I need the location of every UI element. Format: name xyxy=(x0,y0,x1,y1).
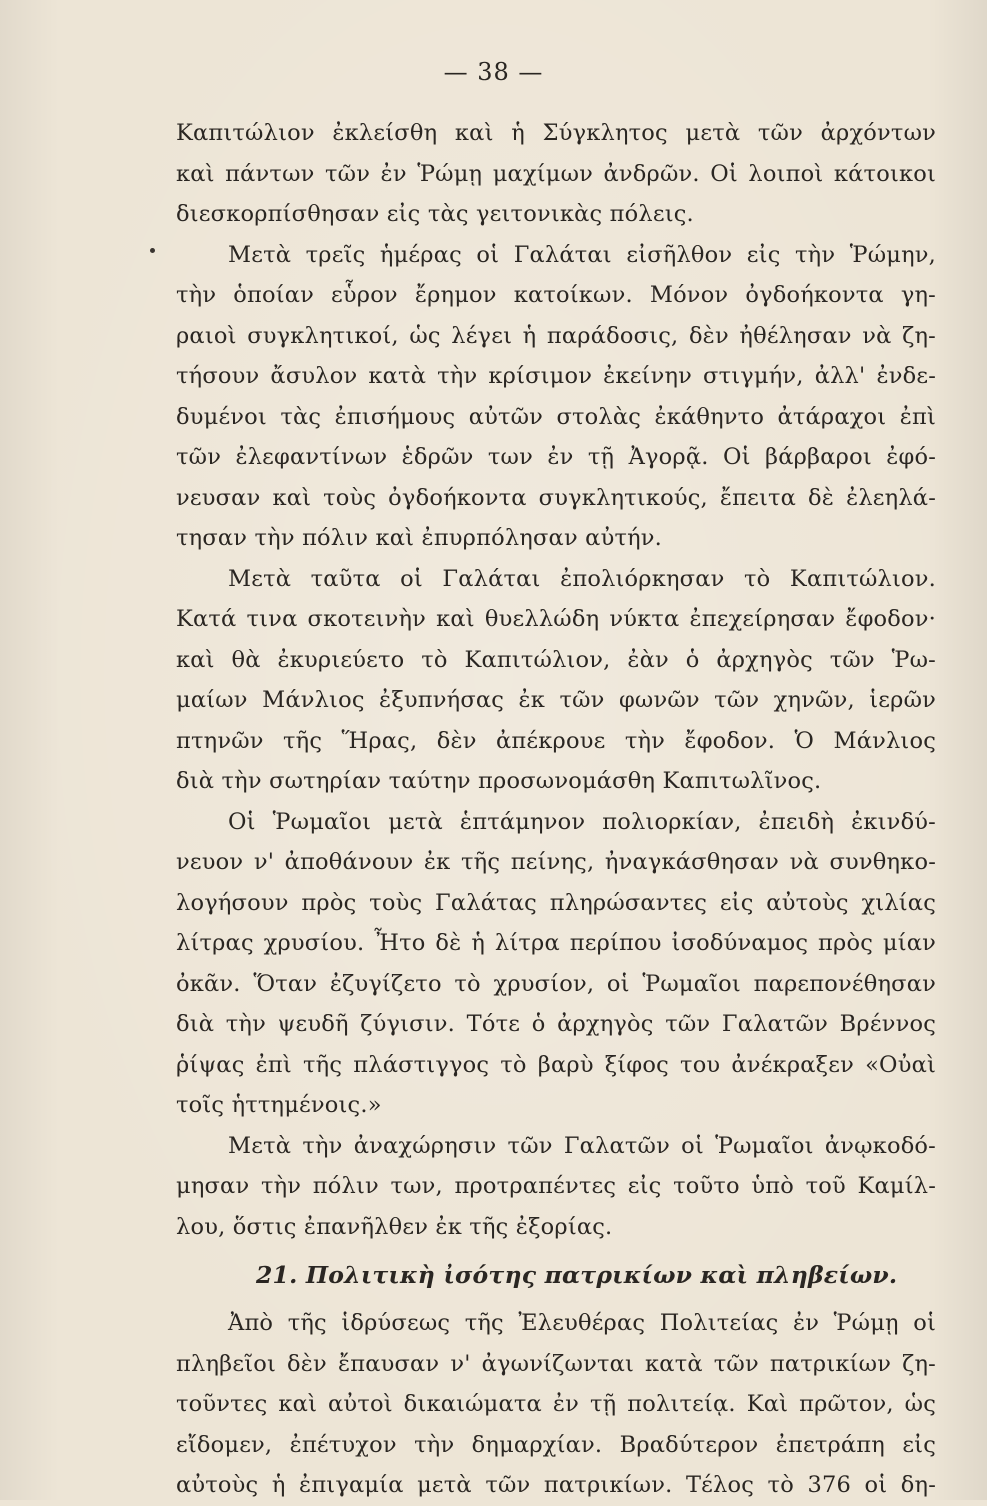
text-line: ραιοὶ συγκλητικοί, ὡς λέγει ἡ παράδοσις, δὲν ἠθέλησαν νὰ ζη- xyxy=(176,322,936,349)
text-line: ὀκᾶν. Ὅταν ἐζυγίζετο τὸ χρυσίον, οἱ Ῥωμαῖοι παρεπονέθησαν xyxy=(176,970,936,997)
text-line: τοῖς ἡττημένοις.» xyxy=(176,1092,382,1118)
text-line: εἴδομεν, ἐπέτυχον τὴν δημαρχίαν. Βραδύτερον ἐπετράπη εἰς xyxy=(176,1431,936,1458)
margin-mark xyxy=(150,248,155,253)
text-line: μαίων Μάνλιος ἐξυπνήσας ἐκ τῶν φωνῶν τῶν χηνῶν, ἱερῶν xyxy=(176,687,936,713)
text-line: νευον ν' ἀποθάνουν ἐκ τῆς πείνης, ἠναγκάσθησαν νὰ συνθηκο- xyxy=(176,849,936,875)
text-line: τησαν τὴν πόλιν καὶ ἐπυρπόλησαν αὐτήν. xyxy=(176,525,662,551)
text-line: διὰ τὴν ψευδῆ ζύγισιν. Τότε ὁ ἀρχηγὸς τῶν Γαλατῶν Βρέννος xyxy=(176,1011,936,1037)
text-line: διεσκορπίσθησαν εἰς τὰς γειτονικὰς πόλεις. xyxy=(176,201,694,227)
text-line: Μετὰ ταῦτα οἱ Γαλάται ἐπολιόρκησαν τὸ Καπιτώλιον. xyxy=(228,565,936,592)
text-line: λογήσουν πρὸς τοὺς Γαλάτας πληρώσαντες εἰς αὐτοὺς χιλίας xyxy=(176,889,936,916)
text-line: πληβεῖοι δὲν ἔπαυσαν ν' ἀγωνίζωνται κατὰ τῶν πατρικίων ζη- xyxy=(176,1350,936,1377)
text-line: νευσαν καὶ τοὺς ὀγδοήκοντα συγκλητικούς, ἔπειτα δὲ ἐλεηλά- xyxy=(176,484,936,511)
text-line: λίτρας χρυσίου. Ἦτο δὲ ἡ λίτρα περίπου ἰσοδύναμος πρὸς μίαν xyxy=(176,930,936,956)
text-line: διὰ τὴν σωτηρίαν ταύτην προσωνομάσθη Καπιτωλῖνος. xyxy=(176,768,822,794)
text-line: Οἱ Ῥωμαῖοι μετὰ ἑπτάμηνον πολιορκίαν, ἐπειδὴ ἐκινδύ- xyxy=(228,808,936,835)
text-line: Κατά τινα σκοτεινὴν καὶ θυελλώδη νύκτα ἐπεχείρησαν ἔφοδον· xyxy=(176,606,936,632)
text-line: Καπιτώλιον ἐκλείσθη καὶ ἡ Σύγκλητος μετὰ τῶν ἀρχόντων xyxy=(176,120,936,146)
text-line: τήσουν ἄσυλον κατὰ τὴν κρίσιμον ἐκείνην στιγμήν, ἀλλ' ἐνδε- xyxy=(176,363,936,389)
text-line: Ἀπὸ τῆς ἱδρύσεως τῆς Ἐλευθέρας Πολιτείας ἐν Ῥώμῃ οἱ xyxy=(228,1310,936,1336)
text-line: τὴν ὁποίαν εὗρον ἔρημον κατοίκων. Μόνον ὀγδοήκοντα γη- xyxy=(176,282,936,308)
body-text xyxy=(176,113,936,1506)
text-line: αὐτοὺς ἡ ἐπιγαμία μετὰ τῶν πατρικίων. Τέλος τὸ 376 οἱ δη- xyxy=(176,1472,936,1498)
text-line: τῶν ἐλεφαντίνων ἑδρῶν των ἐν τῇ Ἀγορᾷ. Οἱ βάρβαροι ἐφό- xyxy=(176,444,936,470)
text-line: πτηνῶν τῆς Ἥρας, δὲν ἀπέκρουε τὴν ἔφοδον. Ὁ Μάνλιος xyxy=(176,727,936,754)
text-line: καὶ πάντων τῶν ἐν Ῥώμῃ μαχίμων ἀνδρῶν. Οἱ λοιποὶ κάτοικοι xyxy=(176,160,936,187)
text-line: τοῦντες καὶ αὐτοὶ δικαιώματα ἐν τῇ πολιτείᾳ. Καὶ πρῶτον, ὡς xyxy=(176,1391,936,1417)
text-line: Μετὰ τρεῖς ἡμέρας οἱ Γαλάται εἰσῆλθον εἰς τὴν Ῥώμην, xyxy=(228,241,936,268)
page-number: — 38 — xyxy=(443,58,544,86)
text-line: μησαν τὴν πόλιν των, προτραπέντες εἰς τοῦτο ὑπὸ τοῦ Καμίλ- xyxy=(176,1173,936,1199)
text-line: ῥίψας ἐπὶ τῆς πλάστιγγος τὸ βαρὺ ξίφος του ἀνέκραξεν «Οὐαὶ xyxy=(176,1051,936,1078)
text-line: λου, ὅστις ἐπανῆλθεν ἐκ τῆς ἐξορίας. xyxy=(176,1213,613,1240)
text-line: καὶ θὰ ἐκυριεύετο τὸ Καπιτώλιον, ἐὰν ὁ ἀρχηγὸς τῶν Ῥω- xyxy=(176,646,936,673)
text-line: δυμένοι τὰς ἐπισήμους αὐτῶν στολὰς ἐκάθηντο ἀτάραχοι ἐπὶ xyxy=(176,403,936,430)
text-line: Μετὰ τὴν ἀναχώρησιν τῶν Γαλατῶν οἱ Ῥωμαῖοι ἀνῳκοδό- xyxy=(228,1132,936,1159)
section-heading: 21. Πολιτικὴ ἰσότης πατρικίων καὶ πληβείων. xyxy=(256,1261,898,1289)
